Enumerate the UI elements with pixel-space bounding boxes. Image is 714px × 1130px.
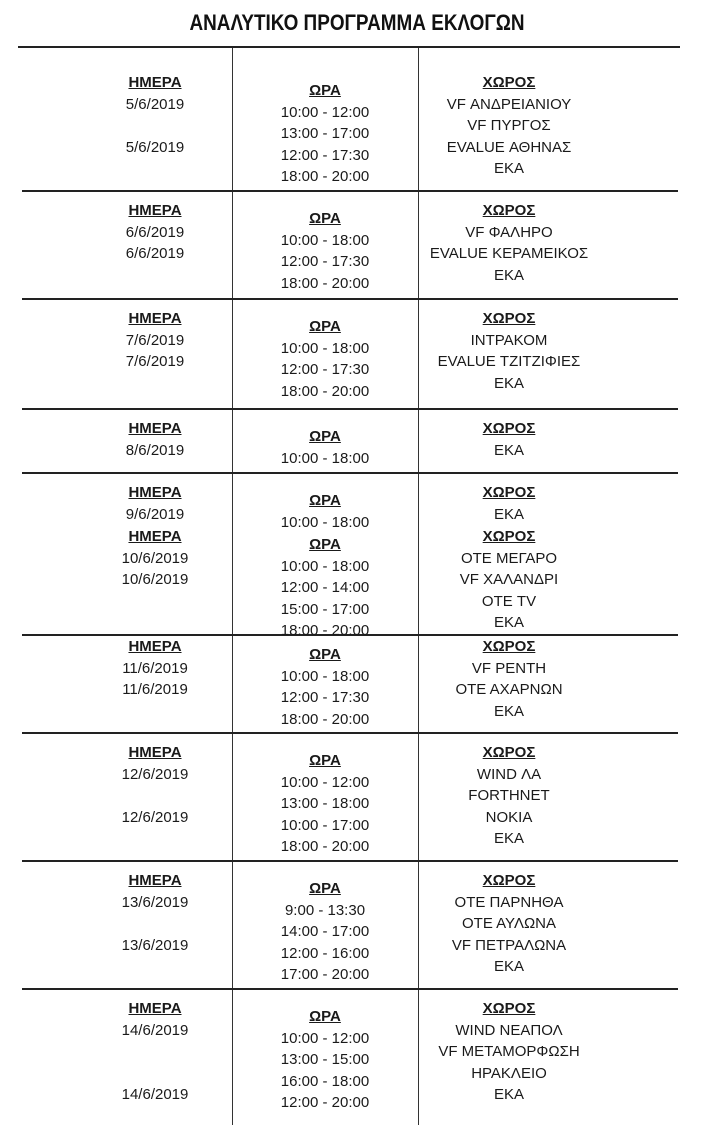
schedule-day-cell — [60, 870, 250, 956]
schedule-place-cell — [418, 636, 600, 722]
day-value: 12/6/2019 — [121, 765, 189, 783]
schedule-place-cell — [418, 482, 600, 525]
place-value: ΕΚΑ — [493, 830, 524, 847]
schedule-time-cell — [232, 1006, 418, 1114]
schedule-place-cell — [418, 870, 600, 978]
schedule-place-cell — [418, 742, 600, 850]
day-value — [60, 785, 250, 807]
place-value: VF ΜΕΤΑΜΟΡΦΩΣΗ — [438, 1043, 580, 1060]
time-value: 15:00 - 17:00 — [280, 600, 370, 618]
place-value: ΙΝΤΡΑΚΟΜ — [470, 331, 548, 349]
place-header: ΧΩΡΟΣ — [482, 202, 536, 219]
day-value: 5/6/2019 — [125, 138, 185, 156]
place-value: ΕΚΑ — [493, 160, 524, 177]
place-value: ΕΚΑ — [493, 1086, 524, 1103]
time-header: ΩΡΑ — [309, 646, 341, 663]
title-divider — [18, 46, 680, 48]
schedule-day-cell — [60, 200, 250, 265]
day-header: ΗΜΕΡΑ — [128, 528, 182, 545]
day-value — [60, 115, 250, 137]
time-header: ΩΡΑ — [309, 492, 341, 509]
place-value: ΝΟΚΙΑ — [485, 808, 533, 826]
schedule-time-cell — [232, 644, 418, 730]
time-value: 18:00 - 20:00 — [280, 382, 370, 400]
day-value: 6/6/2019 — [125, 245, 185, 262]
schedule-day-cell — [60, 526, 250, 591]
place-value: ΕΚΑ — [493, 702, 524, 720]
time-header: ΩΡΑ — [309, 536, 341, 553]
day-value: 9/6/2019 — [125, 505, 185, 523]
time-value: 18:00 - 20:00 — [280, 622, 370, 639]
place-header: ΧΩΡΟΣ — [482, 484, 536, 501]
place-value: ΟΤΕ ΠΑΡΝΗΘΑ — [454, 893, 564, 911]
time-value: 18:00 - 20:00 — [280, 838, 370, 855]
place-value: VF ΡΕΝΤΗ — [471, 659, 547, 677]
place-value: EVALUE ΤΖΙΤΖΙΦΙΕΣ — [437, 353, 581, 370]
day-value: 14/6/2019 — [121, 1021, 189, 1039]
day-header: ΗΜΕΡΑ — [128, 310, 182, 327]
day-header: ΗΜΕΡΑ — [128, 420, 182, 437]
row-separator — [22, 988, 678, 990]
schedule-place-cell — [418, 526, 600, 634]
place-header: ΧΩΡΟΣ — [482, 420, 536, 437]
schedule-place-cell — [418, 418, 600, 461]
day-value: 5/6/2019 — [125, 95, 185, 113]
time-header: ΩΡΑ — [309, 1008, 341, 1025]
place-header: ΧΩΡΟΣ — [482, 1000, 536, 1017]
schedule-day-cell — [60, 636, 250, 701]
place-header: ΧΩΡΟΣ — [482, 528, 536, 545]
schedule-day-cell — [60, 72, 250, 158]
time-value: 13:00 - 15:00 — [280, 1051, 370, 1068]
schedule-time-cell — [232, 750, 418, 858]
day-value: 7/6/2019 — [125, 353, 185, 370]
time-value: 10:00 - 18:00 — [280, 449, 370, 467]
place-value: VF ΠΕΤΡΑΛΩΝΑ — [451, 936, 567, 954]
day-header: ΗΜΕΡΑ — [128, 202, 182, 219]
place-header: ΧΩΡΟΣ — [482, 744, 536, 761]
place-value: VF ΦΑΛΗΡΟ — [465, 223, 553, 241]
time-value: 10:00 - 18:00 — [280, 513, 370, 531]
day-value: 6/6/2019 — [125, 223, 185, 241]
place-value: ΕΚΑ — [493, 266, 524, 284]
schedule-time-cell — [232, 490, 418, 533]
place-value: ΕΚΑ — [493, 505, 524, 523]
day-header: ΗΜΕΡΑ — [128, 744, 182, 761]
place-value: WIND ΝΕΑΠΟΛ — [455, 1021, 563, 1039]
place-header: ΧΩΡΟΣ — [482, 872, 536, 889]
day-header: ΗΜΕΡΑ — [128, 872, 182, 889]
time-value: 12:00 - 17:30 — [280, 361, 370, 378]
day-value: 12/6/2019 — [121, 808, 189, 826]
day-value — [60, 1041, 250, 1063]
time-header: ΩΡΑ — [309, 428, 341, 445]
day-header: ΗΜΕΡΑ — [128, 1000, 182, 1017]
time-value: 10:00 - 18:00 — [280, 667, 370, 685]
schedule-time-cell — [232, 534, 418, 642]
schedule-time-cell — [232, 316, 418, 402]
day-header: ΗΜΕΡΑ — [128, 638, 182, 655]
schedule-day-cell — [60, 482, 250, 525]
time-value: 17:00 - 20:00 — [280, 966, 370, 983]
schedule-place-cell — [418, 72, 600, 180]
day-value: 7/6/2019 — [125, 331, 185, 349]
day-value — [60, 913, 250, 935]
place-value: ΕΚΑ — [493, 441, 524, 459]
day-value: 11/6/2019 — [122, 681, 188, 698]
day-value: 10/6/2019 — [121, 571, 189, 588]
time-value: 10:00 - 17:00 — [280, 816, 370, 834]
place-value: ΕΚΑ — [493, 614, 524, 631]
place-value: VF ΧΑΛΑΝΔΡΙ — [459, 571, 559, 588]
time-value: 16:00 - 18:00 — [280, 1072, 370, 1090]
place-value: ΟΤΕ TV — [481, 592, 537, 610]
place-value: WIND ΛΑ — [476, 765, 542, 783]
schedule-time-cell — [232, 208, 418, 294]
row-separator — [22, 732, 678, 734]
time-value: 12:00 - 20:00 — [280, 1094, 370, 1111]
time-value: 13:00 - 18:00 — [280, 795, 370, 812]
time-value: 10:00 - 18:00 — [280, 339, 370, 357]
schedule-day-cell — [60, 998, 250, 1106]
time-value: 12:00 - 17:30 — [280, 146, 370, 164]
time-value: 10:00 - 18:00 — [280, 231, 370, 249]
day-header: ΗΜΕΡΑ — [128, 484, 182, 501]
time-value: 10:00 - 18:00 — [280, 557, 370, 575]
row-separator — [22, 472, 678, 474]
time-value: 18:00 - 20:00 — [280, 168, 370, 185]
row-separator — [22, 408, 678, 410]
time-header: ΩΡΑ — [309, 82, 341, 99]
row-separator — [22, 298, 678, 300]
time-value: 10:00 - 12:00 — [280, 103, 370, 121]
time-value: 12:00 - 17:30 — [280, 253, 370, 270]
row-separator — [22, 190, 678, 192]
place-value: ΗΡΑΚΛΕΙΟ — [471, 1064, 547, 1082]
schedule-day-cell — [60, 308, 250, 373]
row-separator — [22, 860, 678, 862]
schedule-place-cell — [418, 998, 600, 1106]
schedule-day-cell — [60, 742, 250, 828]
time-value: 12:00 - 14:00 — [280, 579, 370, 596]
time-value: 12:00 - 16:00 — [280, 944, 370, 962]
place-value: ΕΚΑ — [493, 958, 524, 975]
time-value: 10:00 - 12:00 — [280, 773, 370, 791]
day-value: 8/6/2019 — [125, 441, 185, 459]
day-value: 11/6/2019 — [122, 659, 188, 677]
time-value: 18:00 - 20:00 — [280, 274, 370, 292]
time-value: 14:00 - 17:00 — [280, 923, 370, 940]
schedule-day-cell — [60, 418, 250, 461]
page-title: ΑΝΑΛΥΤΙΚΟ ΠΡΟΓΡΑΜΜΑ ΕΚΛΟΓΩΝ — [189, 10, 525, 35]
place-value: ΕΚΑ — [493, 374, 524, 392]
time-header: ΩΡΑ — [309, 318, 341, 335]
place-header: ΧΩΡΟΣ — [482, 638, 536, 655]
time-header: ΩΡΑ — [309, 210, 341, 227]
place-value: ΟΤΕ ΜΕΓΑΡΟ — [460, 549, 558, 567]
place-value: ΟΤΕ ΑΥΛΩΝΑ — [461, 915, 557, 932]
place-value: ΟΤΕ ΑΧΑΡΝΩΝ — [455, 681, 563, 698]
place-header: ΧΩΡΟΣ — [482, 74, 536, 91]
day-value: 10/6/2019 — [121, 549, 189, 567]
time-value: 18:00 - 20:00 — [280, 710, 370, 728]
day-header: ΗΜΕΡΑ — [128, 74, 182, 91]
place-header: ΧΩΡΟΣ — [482, 310, 536, 327]
place-value: EVALUE ΑΘΗΝΑΣ — [446, 138, 572, 156]
time-header: ΩΡΑ — [309, 752, 341, 769]
place-value: VF ΠΥΡΓΟΣ — [467, 117, 551, 134]
schedule-time-cell — [232, 878, 418, 986]
schedule-time-cell — [232, 426, 418, 469]
day-value: 13/6/2019 — [121, 893, 189, 911]
schedule-place-cell — [418, 308, 600, 394]
place-value: FORTHNET — [468, 787, 550, 804]
time-value: 10:00 - 12:00 — [280, 1029, 370, 1047]
schedule-place-cell — [418, 200, 600, 286]
time-header: ΩΡΑ — [309, 880, 341, 897]
day-value — [60, 1063, 250, 1085]
time-value: 9:00 - 13:30 — [284, 901, 366, 919]
place-value: VF ΑΝΔΡΕΙΑΝΙΟΥ — [446, 95, 572, 113]
time-value: 13:00 - 17:00 — [280, 125, 370, 142]
schedule-time-cell — [232, 80, 418, 188]
day-value: 14/6/2019 — [121, 1086, 189, 1103]
day-value: 13/6/2019 — [121, 936, 189, 954]
time-value: 12:00 - 17:30 — [280, 689, 370, 706]
place-value: EVALUE ΚΕΡΑΜΕΙΚΟΣ — [429, 245, 589, 262]
